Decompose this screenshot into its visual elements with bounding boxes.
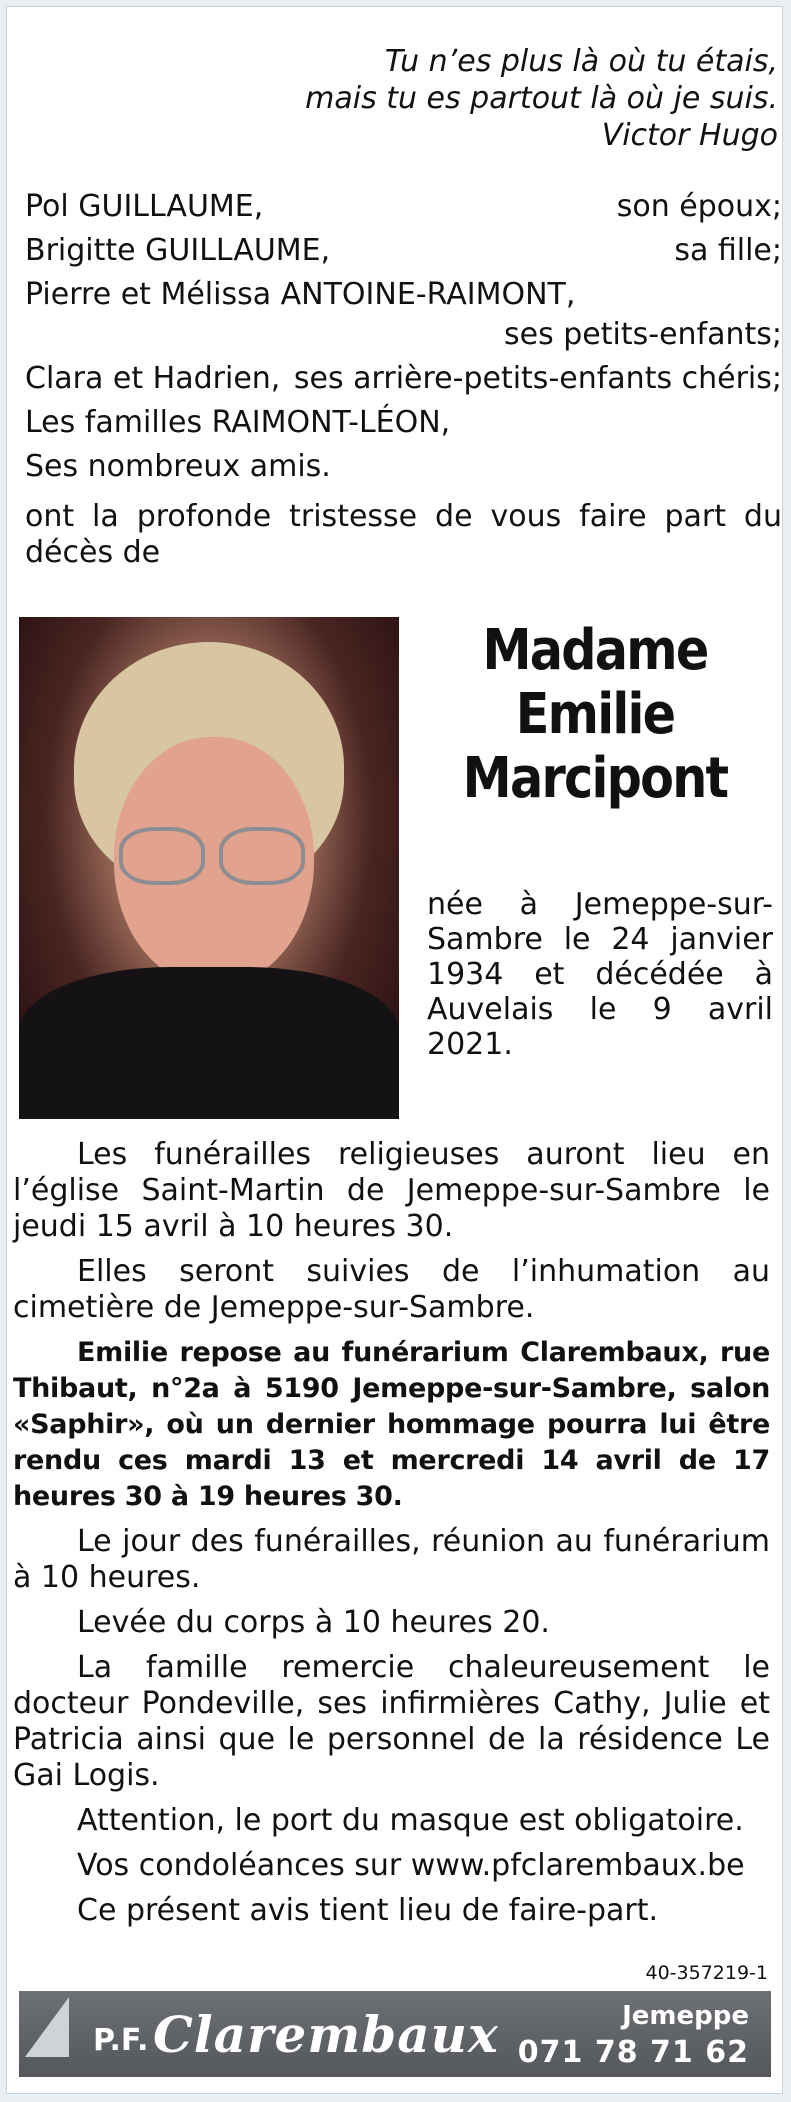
paragraph-thanks: La famille remercie chaleureusement le docteur Pondeville, ses infirmières Cathy, Julie et Patricia ainsi que le personnel de la résidence Le Gai Logis. [13, 1650, 770, 1793]
family-line [25, 188, 782, 232]
announcement-intro: ont la profonde tristesse de vous faire part du décès de [25, 499, 782, 570]
quote-author: Victor Hugo [601, 118, 778, 153]
paragraph-condolences-link: Vos condoléances sur www.pfclarembaux.be [77, 1848, 745, 1883]
reference-number: 40-357219-1 [645, 1962, 768, 1984]
quote-line: mais tu es partout là où je suis. [305, 81, 778, 116]
deceased-first-name: Emilie [515, 682, 675, 747]
page-curl-icon [25, 1997, 69, 2057]
paragraph-notice: Ce présent avis tient lieu de faire-part. [77, 1893, 659, 1928]
epigraph-quote [305, 43, 778, 154]
deceased-portrait-photo [19, 617, 399, 1119]
family-member-name: Pierre et Mélissa ANTOINE-RAIMONT, [25, 277, 576, 312]
family-member-name: Ses nombreux amis. [25, 449, 331, 484]
footer-town: Jemeppe [622, 2001, 749, 2031]
paragraph-funeral: Les funérailles religieuses auront lieu en l’église Saint-Martin de Jemeppe-sur-Sambre le jeudi 15 avril à 10 heures 30. [13, 1137, 770, 1244]
family-member-name: Brigitte GUILLAUME, [25, 233, 331, 268]
deceased-last-name: Marcipont [462, 746, 728, 811]
deceased-title: Madame [482, 618, 708, 683]
family-relation: ses arrière-petits-enfants chéris; [293, 361, 782, 396]
family-line [25, 360, 782, 404]
deceased-name [417, 619, 773, 811]
funeral-home-logo: Clarembaux [153, 2005, 499, 2064]
family-line [25, 404, 782, 448]
family-line [25, 232, 782, 276]
obituary-page [6, 6, 783, 2094]
family-relation: sa fille; [674, 233, 782, 268]
footer-prefix: P.F. [93, 2023, 149, 2058]
family-member-name: Les familles RAIMONT-LÉON, [25, 405, 451, 440]
paragraph-meeting: Le jour des funérailles, réunion au funérarium à 10 heures. [13, 1524, 770, 1595]
family-line [25, 316, 782, 360]
quote-line: Tu n’es plus là où tu étais, [384, 44, 778, 79]
family-list [25, 188, 782, 492]
family-relation: son époux; [616, 189, 782, 224]
footer-phone: 071 78 71 62 [517, 2035, 749, 2070]
family-line [25, 276, 782, 316]
funeral-details [13, 1137, 770, 1938]
family-member-name: Pol GUILLAUME, [25, 189, 264, 224]
family-member-name: Clara et Hadrien, [25, 361, 281, 396]
paragraph-mask-notice: Attention, le port du masque est obligatoire. [77, 1803, 744, 1838]
birth-death-details: née à Jemeppe-sur-Sambre le 24 janvier 1934 et décédée à Auvelais le 9 avril 2021. [427, 887, 773, 1062]
family-line [25, 448, 782, 492]
funeral-home-banner [19, 1991, 771, 2077]
paragraph-funerarium: Emilie repose au funérarium Clarembaux, rue Thibaut, n°2a à 5190 Jemeppe-sur-Sambre, salon «Saphir», où un dernier hommage pourra lui être rendu ces mardi 13 et mercredi 14 avril de 17 heures 30 à 19 heures 30. [13, 1337, 770, 1512]
paragraph-burial: Elles seront suivies de l’inhumation au cimetière de Jemeppe-sur-Sambre. [13, 1254, 770, 1325]
paragraph-departure: Levée du corps à 10 heures 20. [77, 1605, 550, 1640]
family-relation: ses petits-enfants; [504, 317, 782, 352]
